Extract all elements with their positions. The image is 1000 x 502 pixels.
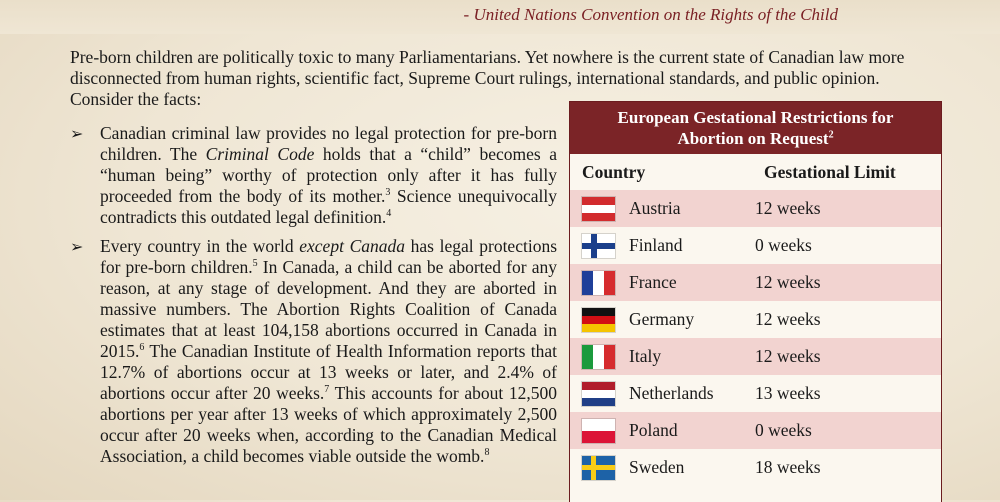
gestational-limit: 0 weeks [755, 420, 812, 440]
text-run: holds that a “child” becomes a “human being” worthy of protection only after it has fully proceeded from the body of its mother. [100, 144, 557, 206]
austria-flag-icon [582, 197, 615, 221]
poland-flag-icon [582, 419, 615, 443]
arrow-bullet-icon: ➢ [70, 124, 84, 143]
text-run: In Canada, a child can be aborted for any reason, at any stage of development. And they are aborted in massive numbers. The Abortion Rights Coalition of Canada estimates that at least 104,158 abortions occurred in Canada in 2015. [100, 257, 557, 361]
text-run: has legal protections for pre-born children. [100, 236, 558, 277]
table-row [570, 375, 941, 412]
table-row [570, 264, 941, 301]
text-run: This accounts for about 12,500 abortions per year after 13 weeks of which approximately 2,500 occur after 20 weeks when, according to the Canadian Medical Association, a child becomes viable outside the womb. [100, 383, 557, 466]
table-header-row [570, 154, 941, 190]
gestational-limit: 13 weeks [755, 383, 821, 403]
footnote-ref: 7 [324, 384, 330, 396]
facts-list [70, 123, 557, 475]
country-name: Austria [629, 198, 681, 218]
country-name: France [629, 272, 677, 292]
text-run: Every country in the world [100, 236, 300, 256]
bullet-text [100, 236, 557, 467]
table-row [570, 227, 941, 264]
footnote-ref: 3 [385, 187, 391, 199]
france-flag-icon [582, 271, 615, 295]
table-title [570, 102, 941, 154]
table-title-text: Abortion on Request [677, 129, 829, 148]
table-row [570, 449, 941, 486]
gestational-limit: 12 weeks [755, 346, 821, 366]
emphasis: except Canada [299, 236, 405, 256]
table-title-line-1: European Gestational Restrictions for [617, 108, 894, 127]
country-name: Germany [629, 309, 695, 329]
column-header-country: Country [582, 161, 646, 182]
footnote-ref: 5 [252, 258, 258, 270]
table-row [570, 190, 941, 227]
text-run: The Canadian Institute of Health Information reports that 12.7% of abortions occur at 13 weeks or later, and 2.4% of abortions occur after 20 weeks. [100, 341, 557, 403]
gestational-limit: 12 weeks [755, 309, 821, 329]
italy-flag-icon [582, 345, 615, 369]
quote-source: - United Nations Convention on the Rights of the Child [463, 5, 838, 24]
text-run: Science unequivocally contradicts this outdated legal definition. [100, 186, 557, 227]
list-item [70, 236, 557, 467]
list-item [70, 123, 557, 228]
table-body [570, 190, 941, 486]
country-name: Poland [629, 420, 678, 440]
table-row [570, 412, 941, 449]
footnote-ref: 2 [828, 129, 834, 141]
country-name: Netherlands [629, 383, 714, 403]
table-title-line-2 [570, 128, 941, 149]
footnote-ref: 6 [139, 342, 145, 354]
table-row [570, 301, 941, 338]
netherlands-flag-icon [582, 382, 615, 406]
gestational-limit: 12 weeks [755, 198, 821, 218]
emphasis: Criminal Code [205, 144, 315, 164]
finland-flag-icon [582, 234, 615, 258]
country-name: Finland [629, 235, 683, 255]
gestational-limit: 18 weeks [755, 457, 821, 477]
header-band [0, 0, 1000, 34]
germany-flag-icon [582, 308, 615, 332]
table-row [570, 338, 941, 375]
bullet-text [100, 123, 557, 228]
text-run: Canadian criminal law provides no legal protection for pre-born children. The [100, 123, 557, 164]
footnote-ref: 4 [386, 208, 392, 220]
country-name: Sweden [629, 457, 685, 477]
gestational-limit: 12 weeks [755, 272, 821, 292]
country-name: Italy [629, 346, 662, 366]
arrow-bullet-icon: ➢ [70, 237, 84, 256]
column-header-limit: Gestational Limit [764, 161, 896, 182]
sweden-flag-icon [582, 456, 615, 480]
gestational-limits-table [569, 101, 942, 502]
gestational-limit: 0 weeks [755, 235, 812, 255]
intro-paragraph: Pre-born children are politically toxic to many Parliamentarians. Yet nowhere is the current state of Canadian law more disconnected from human rights, scientific fact, Supreme Court rulings, international standards, and public opinion. Consider the facts: [70, 47, 905, 109]
footnote-ref: 8 [484, 447, 490, 459]
